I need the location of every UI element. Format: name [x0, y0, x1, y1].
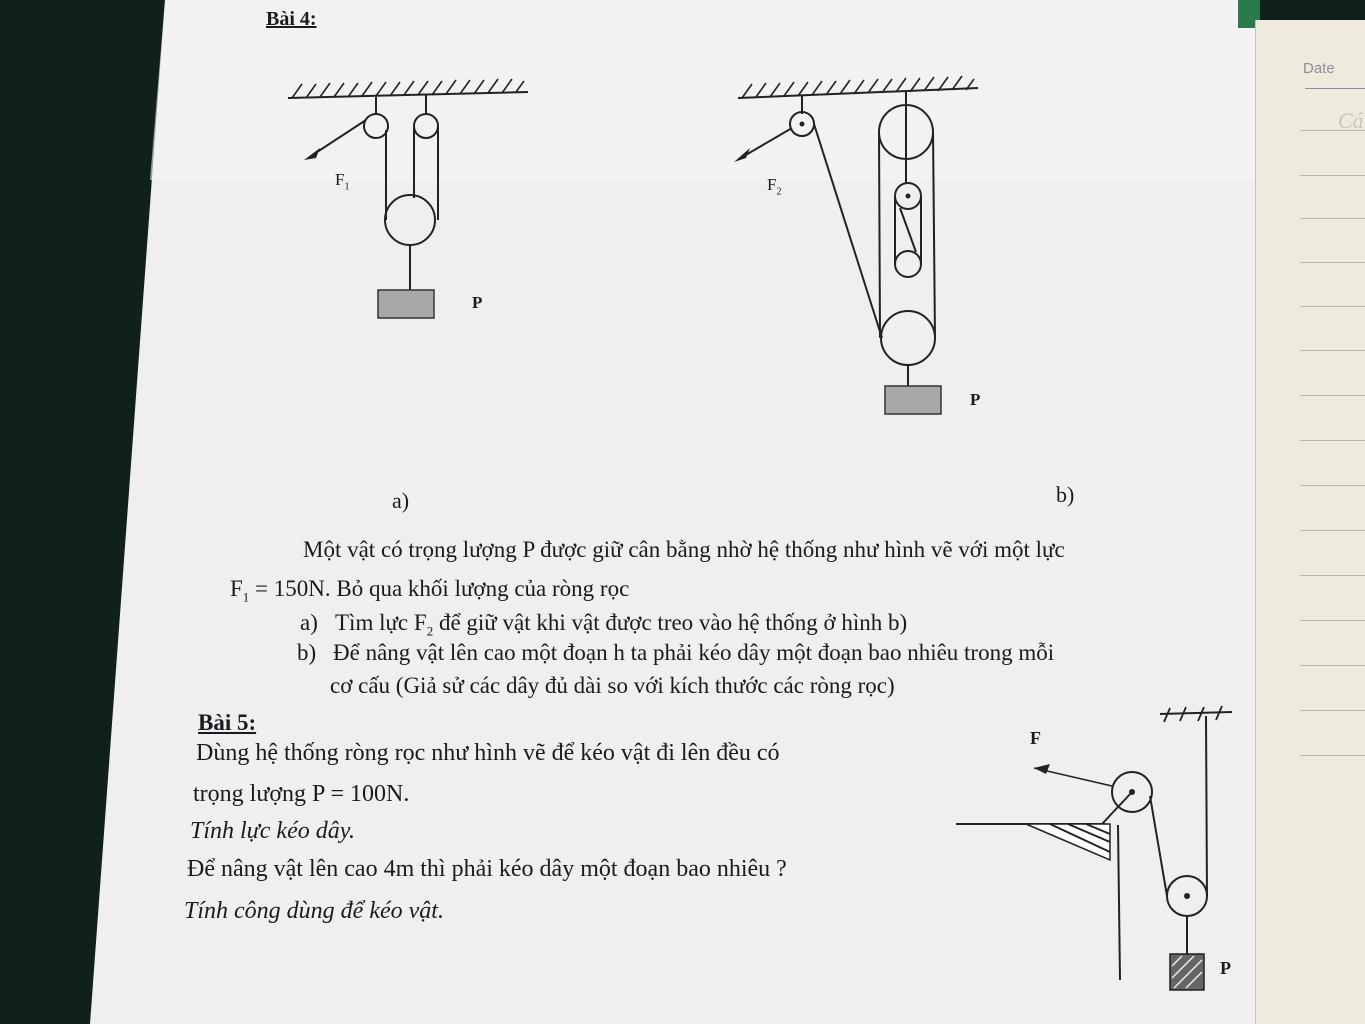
fig-b-load-label: P	[970, 390, 981, 409]
force-arrow-f1	[304, 148, 320, 160]
bai5-line3: Tính lực kéo dây.	[190, 818, 356, 844]
bai5-fig-load-label: P	[1220, 958, 1231, 978]
fig-a-force-label: $F_1$	[335, 170, 350, 193]
bai4-paragraph-line1: Một vật có trọng lượng P được giữ cân bằng nhờ hệ thống như hình vẽ với một lực	[303, 537, 1065, 562]
fig-b-force-label: $F_2$	[767, 175, 782, 198]
notebook-page	[1255, 20, 1365, 1024]
fig-a-load-label: P	[472, 293, 483, 312]
load-block-b	[885, 386, 941, 414]
movable-pulley-2	[895, 251, 921, 277]
bai5-line1: Dùng hệ thống ròng rọc như hình vẽ để kéo vật đi lên đều có	[196, 740, 780, 766]
bai4-paragraph-line2: $F_1 = 150N$. Bỏ qua khối lượng của ròng rọc	[230, 576, 630, 605]
ceiling-line	[288, 92, 528, 98]
bai5-line4: Để nâng vật lên cao 4m thì phải kéo dây một đoạn bao nhiêu ?	[187, 856, 787, 882]
movable-pulley	[385, 195, 435, 245]
load-block	[1170, 954, 1204, 990]
figure-b-pulley-system	[730, 68, 990, 428]
fixed-pulley-right	[414, 114, 438, 138]
notebook-date-label: Date	[1303, 60, 1335, 77]
load-block-a	[378, 290, 434, 318]
bai4-question-b-marker: b)	[297, 640, 317, 665]
ceiling-hatch	[742, 76, 974, 98]
bai5-title: Bài 5:	[198, 710, 257, 735]
bai5-line2: trọng lượng P = 100N.	[193, 781, 410, 807]
force-arrow-f	[1034, 764, 1050, 774]
figure-bai5-pulley-system	[950, 700, 1250, 1000]
bai5-fig-force-label: F	[1030, 728, 1041, 748]
notebook-faint-text: Cá	[1338, 108, 1364, 133]
movable-pulley-3	[881, 311, 935, 365]
fixed-pulley-left	[364, 114, 388, 138]
fig-b-caption: b)	[1056, 482, 1075, 507]
bai4-question-b-line1: Để nâng vật lên cao một đoạn h ta phải kéo dây một đoạn bao nhiêu trong mỗi	[333, 640, 1055, 665]
fig-a-caption: a)	[392, 488, 410, 513]
ceiling-line	[1160, 712, 1232, 714]
bai4-title: Bài 4:	[266, 8, 317, 30]
bai4-question-b-line2: cơ cấu (Giả sử các dây đủ dài so với kích thước các ròng rọc)	[330, 673, 895, 698]
bai5-line5: Tính công dùng để kéo vật.	[184, 898, 444, 924]
bai4-question-a: Tìm lực $F_2$ để giữ vật khi vật được treo vào hệ thống ở hình b)	[335, 610, 908, 639]
figure-a-pulley-system	[280, 70, 540, 330]
bai4-question-a-marker: a)	[300, 610, 318, 635]
notebook-date-rule	[1305, 88, 1365, 89]
